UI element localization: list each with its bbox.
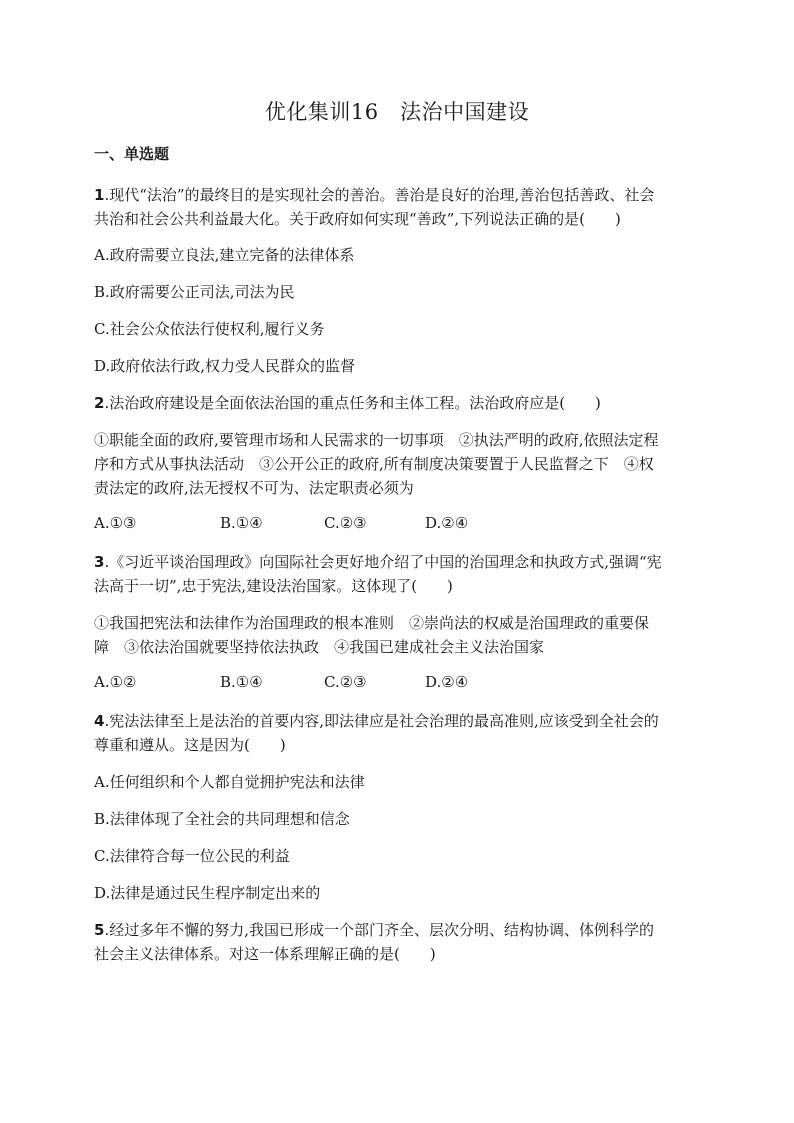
- question-5-line-2: 社会主义法律体系。对这一体系理解正确的是( ): [94, 945, 436, 963]
- question-3-line-1: 3.《习近平谈治国理政》向国际社会更好地介绍了中国的治国理念和执政方式,强调“宪: [94, 553, 662, 571]
- question-3-statement-line-2: 障 ③依法治国就要坚持依法执政 ④我国已建成社会主义法治国家: [94, 638, 545, 656]
- question-number: 2: [94, 394, 105, 412]
- question-4-option-a[interactable]: A.任何组织和个人都自觉拥护宪法和法律: [94, 773, 365, 791]
- question-4-option-d[interactable]: D.法律是通过民生程序制定出来的: [94, 884, 321, 902]
- question-2-statement-line-3: 责法定的政府,法无授权不可为、法定职责必须为: [94, 479, 414, 497]
- question-2-statement-line-1: ①职能全面的政府,要管理市场和人民需求的一切事项 ②执法严明的政府,依照法定程: [94, 431, 659, 449]
- question-number: 3: [94, 553, 105, 571]
- question-1-option-a[interactable]: A.政府需要立良法,建立完备的法律体系: [94, 246, 355, 264]
- question-1-line-1: 1.现代“法治”的最终目的是实现社会的善治。善治是良好的治理,善治包括善政、社会: [94, 186, 655, 204]
- question-4-line-1: 4.宪法法律至上是法治的首要内容,即法律应是社会治理的最高准则,应该受到全社会的: [94, 712, 659, 730]
- question-3-line-2: 法高于一切”,忠于宪法,建设法治国家。这体现了( ): [94, 577, 453, 595]
- question-2-option-a[interactable]: A.①③: [94, 514, 137, 532]
- question-3-option-c[interactable]: C.②③: [324, 673, 367, 691]
- question-1-option-b[interactable]: B.政府需要公正司法,司法为民: [94, 283, 295, 301]
- question-number: 1: [94, 186, 105, 204]
- question-4-option-c[interactable]: C.法律符合每一位公民的利益: [94, 847, 290, 865]
- question-number: 5: [94, 921, 105, 939]
- question-2-option-d[interactable]: D.②④: [425, 514, 469, 532]
- question-number: 4: [94, 712, 105, 730]
- question-1-line-2: 共治和社会公共利益最大化。关于政府如何实现“善政”,下列说法正确的是( ): [94, 210, 621, 228]
- question-2-option-c[interactable]: C.②③: [324, 514, 367, 532]
- question-3-statement-line-1: ①我国把宪法和法律作为治国理政的根本准则 ②崇尚法的权威是治国理政的重要保: [94, 614, 650, 632]
- question-1-option-d[interactable]: D.政府依法行政,权力受人民群众的监督: [94, 357, 356, 375]
- question-5-line-1: 5.经过多年不懈的努力,我国已形成一个部门齐全、层次分明、结构协调、体例科学的: [94, 921, 654, 939]
- question-3-option-a[interactable]: A.①②: [94, 673, 137, 691]
- question-4-option-b[interactable]: B.法律体现了全社会的共同理想和信念: [94, 810, 350, 828]
- question-3-option-d[interactable]: D.②④: [425, 673, 469, 691]
- page-title: 优化集训16 法治中国建设: [264, 100, 530, 124]
- question-2-statement-line-2: 序和方式从事执法活动 ③公开公正的政府,所有制度决策要置于人民监督之下 ④权: [94, 455, 654, 473]
- question-2-option-b[interactable]: B.①④: [220, 514, 263, 532]
- section-heading: 一、单选题: [94, 145, 170, 163]
- question-2-line-1: 2.法治政府建设是全面依法治国的重点任务和主体工程。法治政府应是( ): [94, 394, 601, 412]
- question-4-line-2: 尊重和遵从。这是因为( ): [94, 736, 286, 754]
- question-3-option-b[interactable]: B.①④: [220, 673, 263, 691]
- question-1-option-c[interactable]: C.社会公众依法行使权利,履行义务: [94, 320, 325, 338]
